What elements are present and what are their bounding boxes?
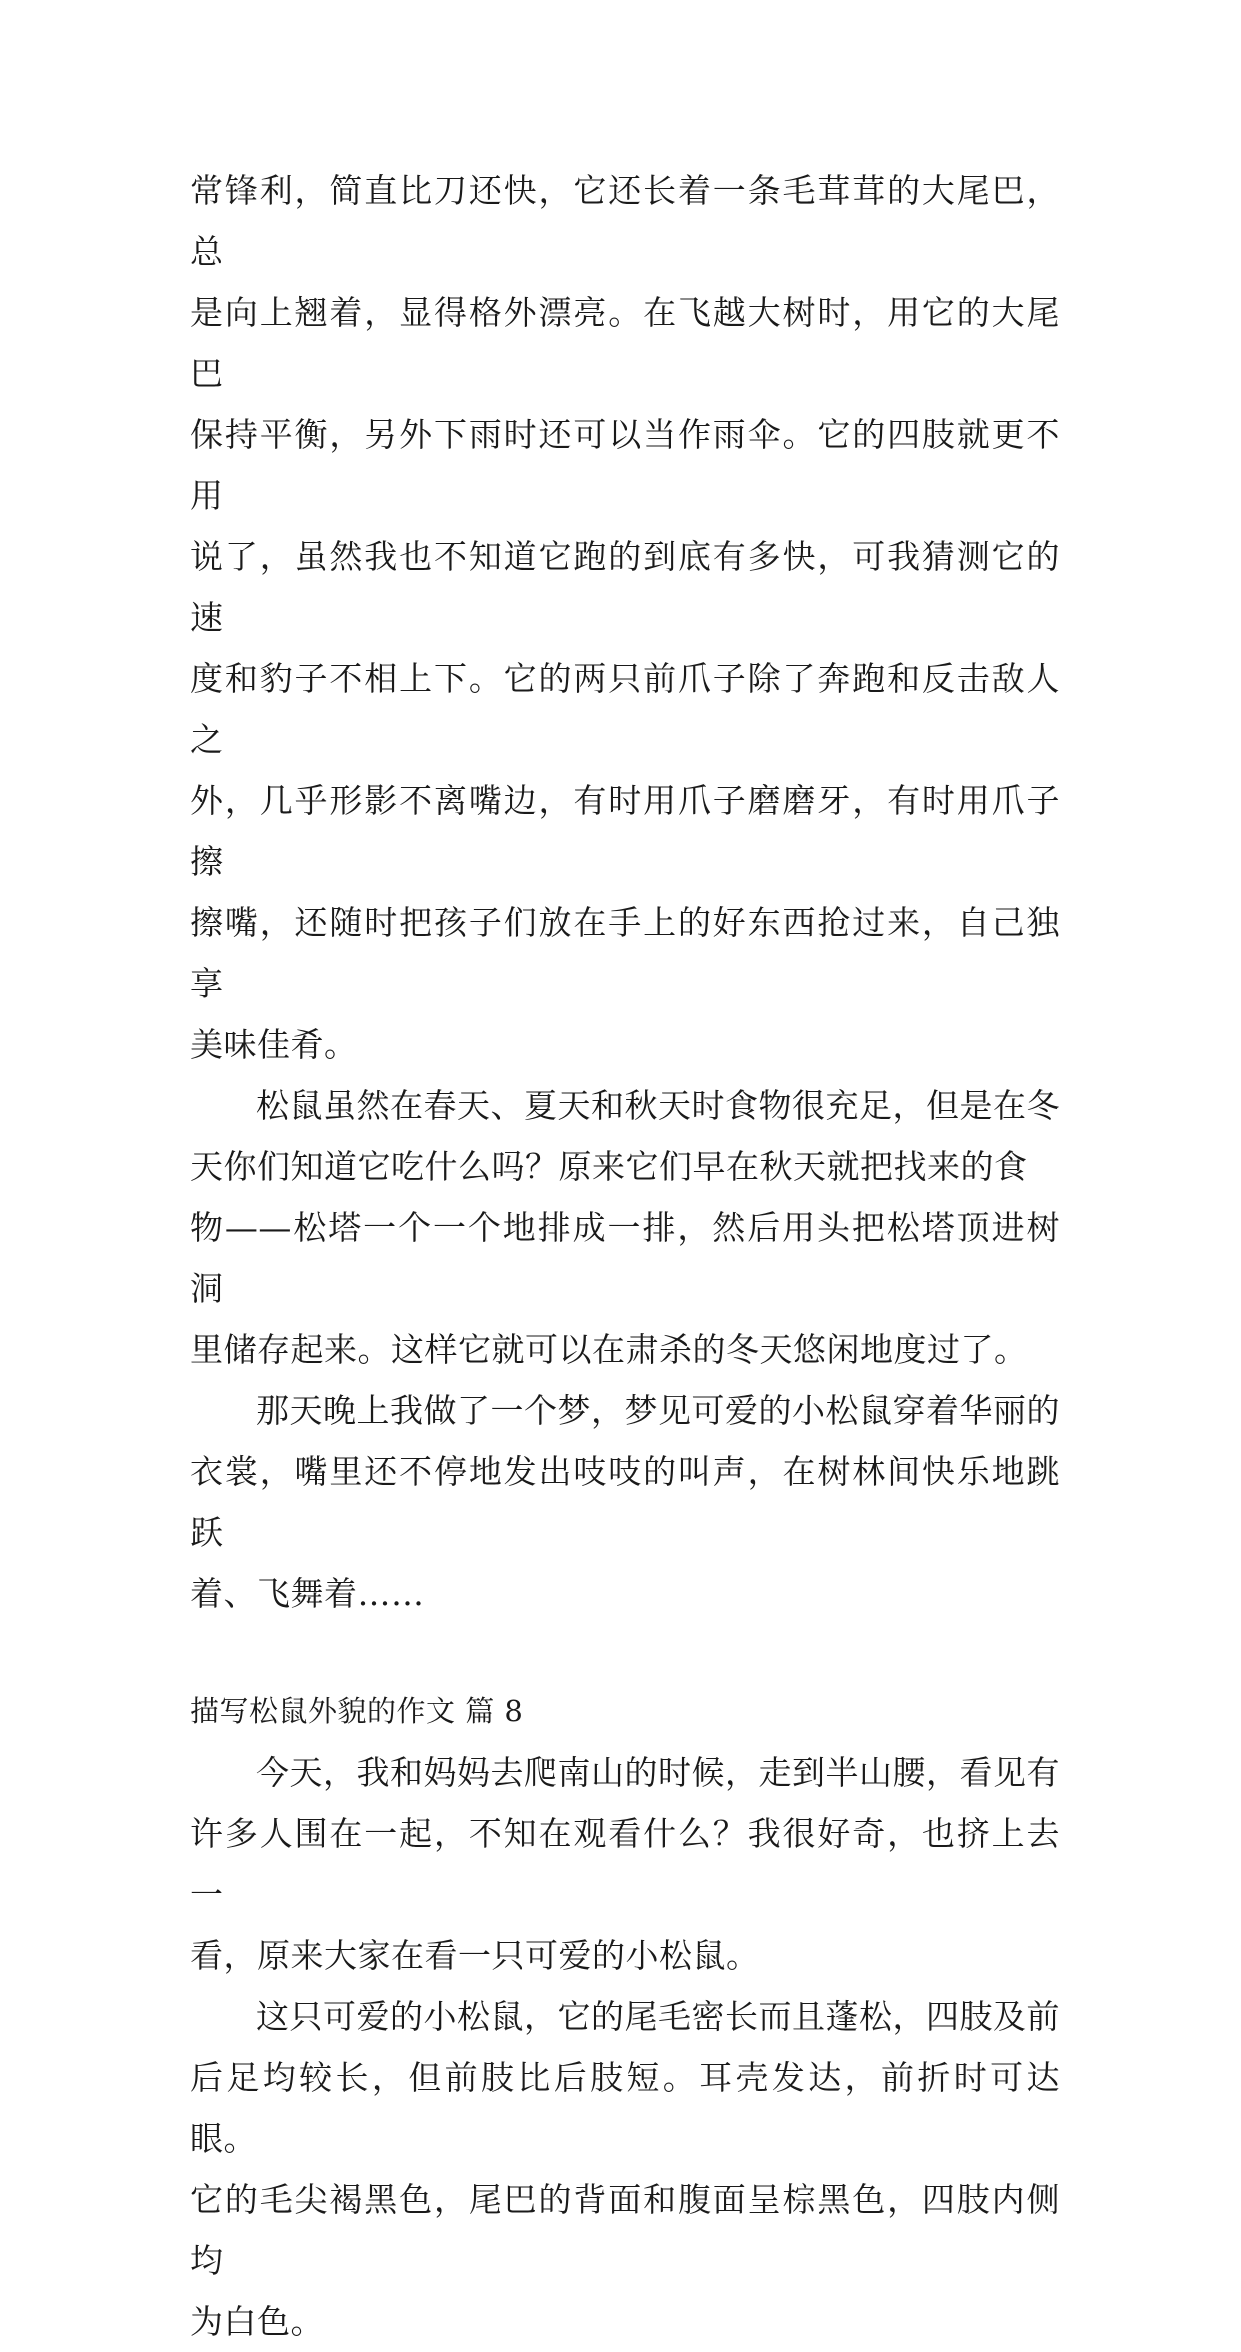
paragraph-mountain-trip bbox=[190, 1742, 1060, 1986]
paragraph-winter-food bbox=[190, 1075, 1060, 1380]
text-line: 许多人围在一起，不知在观看什么？我很好奇，也挤上去一 bbox=[190, 1814, 1060, 1914]
text-line: 美味佳肴。 bbox=[190, 1025, 358, 1064]
text-line: 它的毛尖褐黑色，尾巴的背面和腹面呈棕黑色，四肢内侧均 bbox=[190, 2180, 1060, 2280]
text-line: 里储存起来。这样它就可以在肃杀的冬天悠闲地度过了。 bbox=[190, 1330, 1028, 1369]
section-heading: 描写松鼠外貌的作文 篇 8 bbox=[190, 1694, 524, 1728]
text-line: 看，原来大家在看一只可爱的小松鼠。 bbox=[190, 1936, 760, 1975]
text-line: 度和豹子不相上下。它的两只前爪子除了奔跑和反击敌人之 bbox=[190, 659, 1060, 759]
text-line: 后足均较长，但前肢比后肢短。耳壳发达，前折时可达眼。 bbox=[190, 2058, 1060, 2158]
text-line: 擦嘴，还随时把孩子们放在手上的好东西抢过来，自己独享 bbox=[190, 903, 1060, 1003]
text-line: 今天，我和妈妈去爬南山的时候，走到半山腰，看见有 bbox=[256, 1753, 1060, 1792]
text-line: 这只可爱的小松鼠，它的尾毛密长而且蓬松，四肢及前 bbox=[256, 1997, 1060, 2036]
text-line: 衣裳，嘴里还不停地发出吱吱的叫声，在树林间快乐地跳跃 bbox=[190, 1452, 1060, 1552]
text-line: 天你们知道它吃什么吗？原来它们早在秋天就把找来的食 bbox=[190, 1147, 1028, 1186]
text-line: 外，几乎形影不离嘴边，有时用爪子磨磨牙，有时用爪子擦 bbox=[190, 781, 1060, 881]
paragraph-claws-tail bbox=[190, 160, 1060, 1075]
paragraph-squirrel-appearance bbox=[190, 1986, 1060, 2352]
text-line: 物——松塔一个一个地排成一排，然后用头把松塔顶进树洞 bbox=[190, 1208, 1060, 1308]
text-line: 那天晚上我做了一个梦，梦见可爱的小松鼠穿着华丽的 bbox=[256, 1391, 1060, 1430]
section-spacer bbox=[190, 1624, 1060, 1681]
document-body bbox=[190, 160, 1060, 2352]
paragraph-dream bbox=[190, 1380, 1060, 1624]
text-line: 保持平衡，另外下雨时还可以当作雨伞。它的四肢就更不用 bbox=[190, 415, 1060, 515]
text-line: 着、飞舞着…… bbox=[190, 1574, 425, 1613]
text-line: 说了，虽然我也不知道它跑的到底有多快，可我猜测它的速 bbox=[190, 537, 1060, 637]
text-line: 常锋利，简直比刀还快，它还长着一条毛茸茸的大尾巴，总 bbox=[190, 171, 1060, 271]
text-line: 松鼠虽然在春天、夏天和秋天时食物很充足，但是在冬 bbox=[256, 1086, 1060, 1125]
text-line: 为白色。 bbox=[190, 2302, 324, 2341]
text-line: 是向上翘着，显得格外漂亮。在飞越大树时，用它的大尾巴 bbox=[190, 293, 1060, 393]
